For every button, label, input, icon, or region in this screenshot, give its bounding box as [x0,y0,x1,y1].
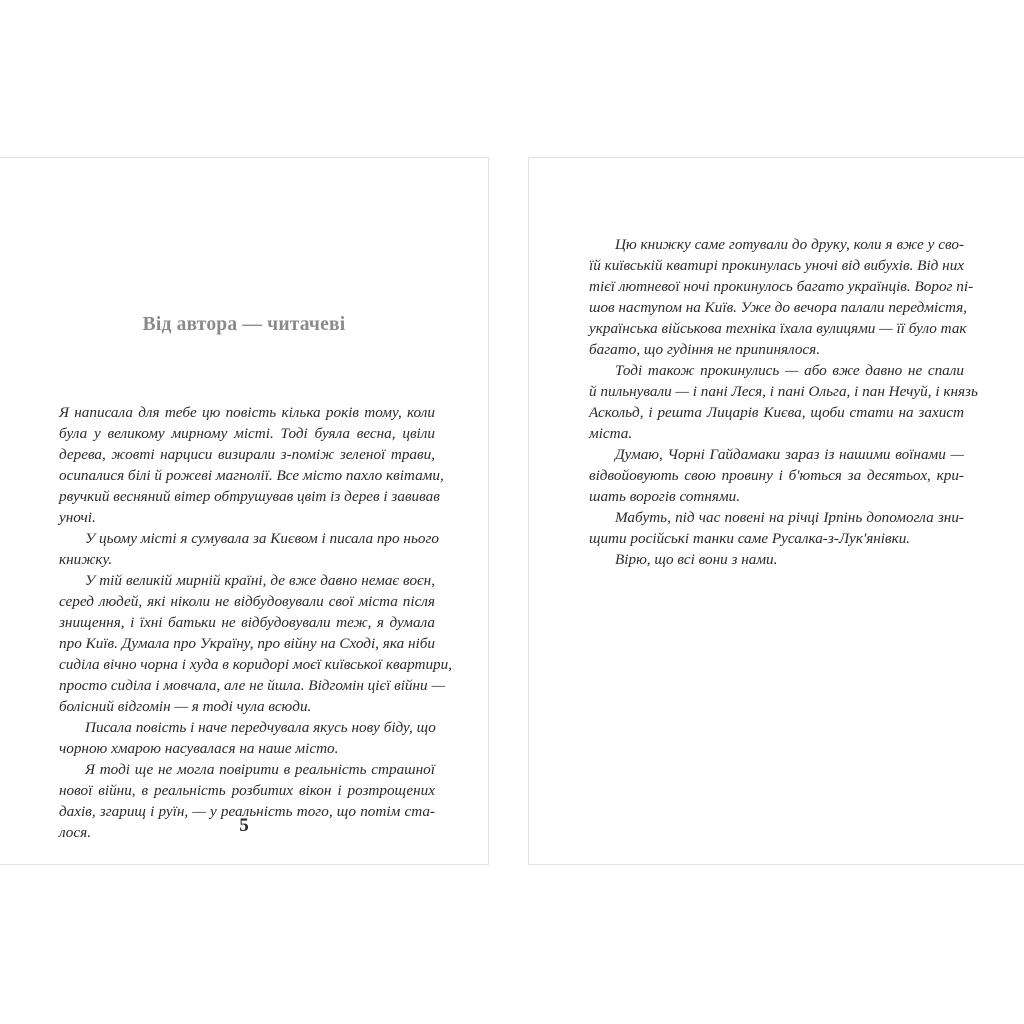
text-line: шов наступом на Київ. Уже до вечора палали передмістя, [589,299,967,316]
text-line: рвучкий весняний вітер обтрушував цвіт із дерев і завивав [59,488,440,505]
text-line: Цю книжку саме готували до друку, коли я вже у сво- [615,236,964,253]
text-line: осипалися білі й рожеві магнолії. Все місто пахло квітами, [59,467,444,484]
text-line: й пильнували — і пані Леся, і пані Ольга, і пан Нечуй, і князь [589,383,978,400]
text-line: їй київській кватирі прокинулась уночі від вибухів. Від них [589,257,965,274]
text-line: тієї лютневої ночі прокинулось багато українців. Ворог пі- [589,278,974,295]
left-page-text [59,402,453,843]
text-line: шать ворогів сотнями. [589,488,741,505]
text-line: сиділа вічно чорна і худа в коридорі моєї київської квартири, [59,656,453,673]
text-line: У тій великій мирній країні, де вже давно немає воєн, [85,572,435,589]
text-line: багато, що гудіння не припинялося. [589,341,821,358]
text-line: міста. [589,425,633,442]
text-line: Писала повість і наче передчувала якусь нову біду, що [85,719,436,736]
text-line: просто сиділа і мовчала, але не йшла. Відгомін цієї війни — [59,677,445,694]
text-line: серед людей, які ніколи не відбудовували свої міста після [59,593,435,610]
chapter-heading: Від автора — читачеві [142,314,346,335]
text-line: знищення, і їхні батьки не відбудовували теж, я думала [59,614,435,631]
text-line: чорною хмарою насувалася на наше місто. [59,740,339,757]
text-line: була у великому мирному місті. Тоді буяла весна, цвіли [59,425,435,442]
text-line: У цьому місті я сумувала за Києвом і писала про нього [85,530,439,547]
text-line: Тоді також прокинулись — або вже давно не спали [615,362,964,379]
text-line: болісний відгомін — я тоді чула всюди. [59,698,312,715]
text-line: уночі. [59,509,96,526]
text-line: Мабуть, під час повені на річці Ірпінь допомогла зни- [615,509,964,526]
page-number: 5 [239,815,249,836]
text-line: Я написала для тебе цю повість кілька років тому, коли [59,404,435,421]
text-line: дерева, жовті нарциси визирали з-поміж зеленої трави, [59,446,435,463]
text-line: відвойовують свою провину і б'ються за десятьох, кри- [589,467,964,484]
text-line: книжку. [59,551,113,568]
text-line: Вірю, що всі вони з нами. [615,551,778,568]
text-line: дахів, згарищ і руїн, — у реальність того, що потім ста- [59,803,435,820]
text-line: Я тоді ще не могла повірити в реальність страшної [85,761,435,778]
text-line: українська військова техніка їхала вулицями — її було так [589,320,967,337]
right-page-text [589,234,978,570]
text-line: нової війни, в реальність розбитих вікон і розтрощених [59,782,435,799]
text-line: Аскольд, і решта Лицарів Києва, щоби стати на захист [589,404,964,421]
text-line: про Київ. Думала про Україну, про війну на Сході, яка ніби [59,635,435,652]
text-line: Думаю, Чорні Гайдамаки зараз із нашими воїнами — [615,446,964,463]
text-line: лося. [59,824,91,841]
text-line: щити російські танки саме Русалка-з-Лук'янівки. [589,530,911,547]
